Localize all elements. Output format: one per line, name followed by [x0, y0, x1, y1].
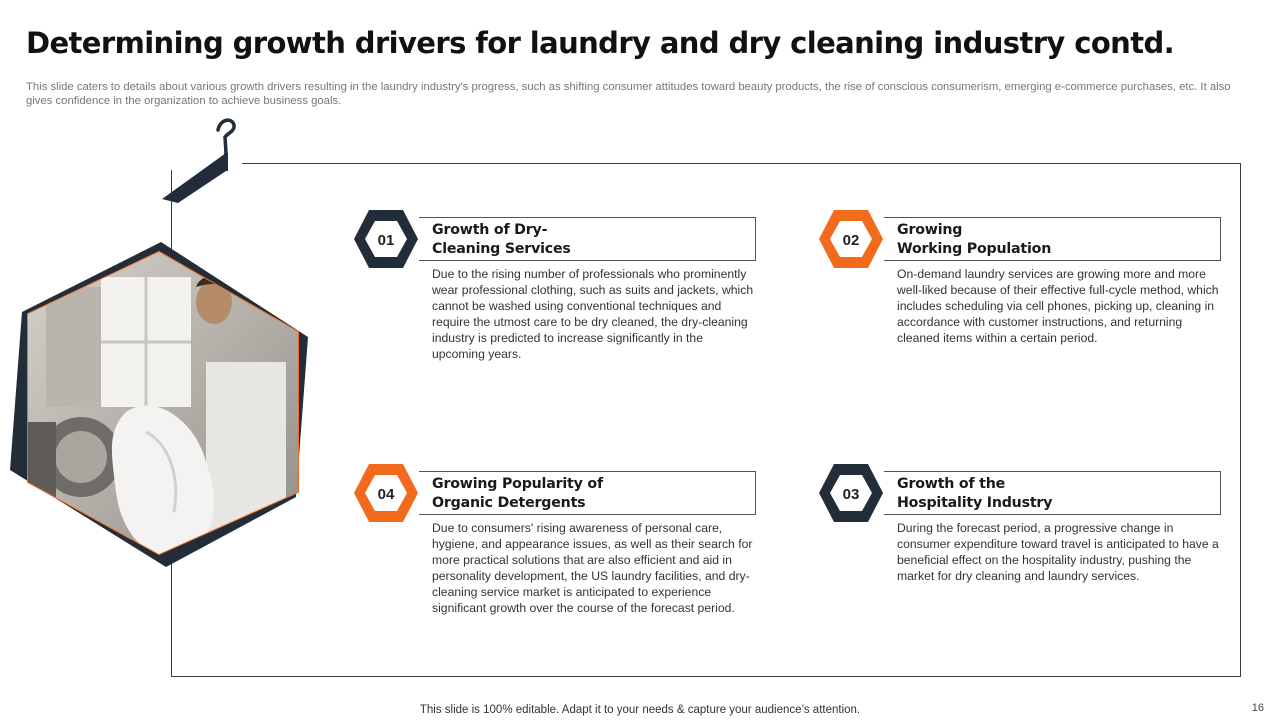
card-body: During the forecast period, a progressive change in consumer expenditure toward travel is anticipated to have a beneficial effect on the hospitality industry, pushing the market for dry cleaning and laundry services.: [897, 521, 1219, 584]
card-title-line1: Growth of the: [897, 476, 1006, 492]
card-title-line1: Growth of Dry-: [432, 222, 548, 238]
card-number: 03: [842, 486, 860, 503]
hanger-icon: [150, 113, 245, 208]
page-number: 16: [1251, 702, 1264, 714]
card-number: 02: [842, 232, 860, 249]
slide-subtitle: This slide caters to details about various growth drivers resulting in the laundry industry's progress, such as shifting consumer attitudes toward beauty products, the rise of conscious consumerism, emerging e-commerce purchases, etc. It also gives confidence in the organization to achieve business goals.: [26, 81, 1231, 107]
number-hexagon: [818, 209, 884, 269]
slide-title: Determining growth drivers for laundry and dry cleaning industry contd.: [26, 26, 1175, 60]
card-number: 04: [377, 486, 395, 503]
card-header: [884, 217, 1221, 261]
card-title-line1: Growing Popularity of: [432, 476, 603, 492]
number-hexagon: [353, 209, 419, 269]
number-hexagon: [818, 463, 884, 523]
card-body: On-demand laundry services are growing more and more well-liked because of their effective full-cycle method, which includes scheduling via cell phones, picking up, cleaning in accordance with customer instructions, and returning cleaned items within a certain period.: [897, 267, 1219, 346]
card-title: [432, 221, 571, 259]
laundry-worker-photo: [6, 242, 311, 567]
card-title-line1: Growing: [897, 222, 963, 238]
number-hexagon: [353, 463, 419, 523]
footer-note: This slide is 100% editable. Adapt it to your needs & capture your audience’s attention.: [419, 704, 861, 716]
card-title-line2: Working Population: [897, 241, 1052, 257]
card-header: [419, 471, 756, 515]
card-header: [884, 471, 1221, 515]
card-title-line2: Hospitality Industry: [897, 495, 1053, 511]
card-body: Due to the rising number of professionals who prominently wear professional clothing, such as suits and jackets, which cannot be washed using conventional techniques and require the utmost care to be dry cleaned, the dry-cleaning industry is predicted to increase significantly in the upcoming years.: [432, 267, 754, 362]
card-number: 01: [377, 232, 395, 249]
card-title-line2: Cleaning Services: [432, 241, 571, 257]
card-header: [419, 217, 756, 261]
card-title: [897, 475, 1052, 513]
card-body: Due to consumers' rising awareness of personal care, hygiene, and appearance issues, as well as their search for more practical solutions that are also efficient and aid in personality development, the US laundry facilities, and dry-cleaning service market is anticipated to experience significant growth over the course of the forecast period.: [432, 521, 753, 616]
card-title-line2: Organic Detergents: [432, 495, 586, 511]
card-title: [897, 221, 1051, 259]
card-title: [432, 475, 603, 513]
